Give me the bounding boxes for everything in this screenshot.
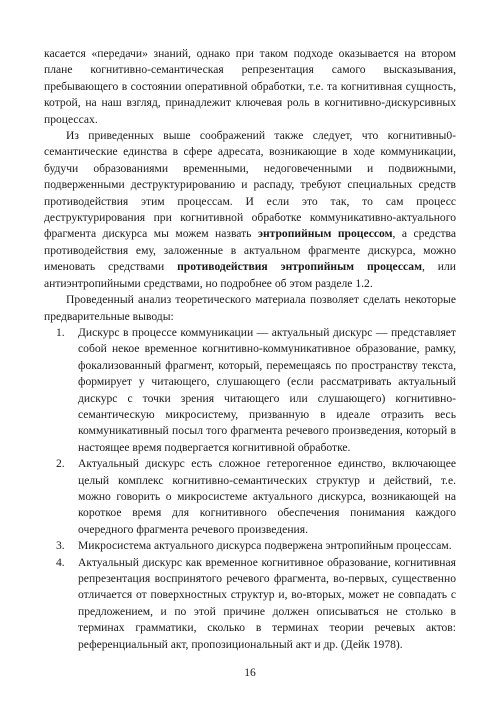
page-number: 16: [244, 666, 256, 679]
list-item: [44, 456, 456, 538]
paragraph-1: касается «передачи» знаний, однако при таком подходе оказывается на втором плане когнитивно-семантическая репрезентация самого высказывания, пребывающего в состоянии оперативной обработки, т.е. та когнитивная сущность, котрой, на наш взгляд, принадлежит ключевая роль в когнитивно-дискурсивных процессах.: [44, 47, 456, 126]
list-item: [44, 538, 456, 554]
list-item-text: Актуальный дискурс есть сложное гетерогенное единство, включающее целый комплекс когнитивно-семантических структур и действий, т.е. можно говорить о микросистеме актуального дискурса, возникающей на короткое время для когнитивного обеспечения понимания каждого очередного фрагмента речевого произведения.: [78, 457, 456, 536]
list-item-number: 1.: [56, 325, 65, 339]
list-item-text: Актуальный дискурс как временное когнитивное образование, когнитивная репрезентация воспринятого речевого фрагмента, во-первых, существенно отличается от поверхностных структур и, во-вторых, может не совпадать с предложением, и по этой причине должен описываться не столько в терминах грамматики, сколько в терминах теории речевых актов: референциальный акт, пропозициональный акт и др. (Дейк 1978).: [78, 555, 456, 651]
list-item-number: 2.: [56, 457, 65, 471]
list-item-number: 4.: [56, 555, 65, 569]
paragraph-2: [44, 128, 456, 292]
list-item-text: Дискурс в процессе коммуникации — актуальный дискурс — представляет собой некое временное когнитивно-коммуникативное образование, рамку, фокализованный фрагмент, который, перемещаясь по пространству текста, формирует у читающего, слушающего (если рассматривать актуальный дискурс с точки зрения читающего или слушающего) когнитивно-семантическую микросистему, призванную в идеале отразить весь коммуникативный посыл того фрагмента речевого произведения, который в настоящее время подвергается когнитивной обработке.: [78, 325, 456, 454]
paragraph-2-part-2: , а средства противодействия ему, заложенные в актуальном фрагменте дискурса, можно именовать средствами: [44, 227, 456, 274]
body-text: [44, 46, 456, 653]
paragraph-3: Проведенный анализ теоретического материала позволяет сделать некоторые предварительные выводы:: [44, 293, 456, 323]
conclusions-list: [44, 325, 456, 653]
list-item-number: 3.: [56, 539, 65, 553]
paragraph-2-part-1: Из приведенных выше соображений также следует, что когнитивны0-семантические единства в сфере адресата, возникающие в ходе коммуникации, будучи образованиями временными, недоговеченными и подвижными, подверженными деструктурированию и распаду, требуют специальных средств противодействия этим процессам. И если это так, то сам процесс деструктурирования при когнитивной обработке коммуникативно-актуального фрагмента дискурса мы можем назвать: [44, 129, 456, 241]
paragraph-2-part-3: , или антиэнтропийными средствами, но подробнее об этом разделе 1.2.: [44, 260, 457, 290]
list-item: [44, 325, 456, 456]
term-entropy-process: энтропийным процессом: [257, 227, 393, 241]
list-item: [44, 555, 456, 653]
term-counter-entropy: противодействия энтропийным процессам: [177, 260, 422, 274]
list-item-text: Микросистема актуального дискурса подвержена энтропийным процессам.: [78, 539, 452, 553]
